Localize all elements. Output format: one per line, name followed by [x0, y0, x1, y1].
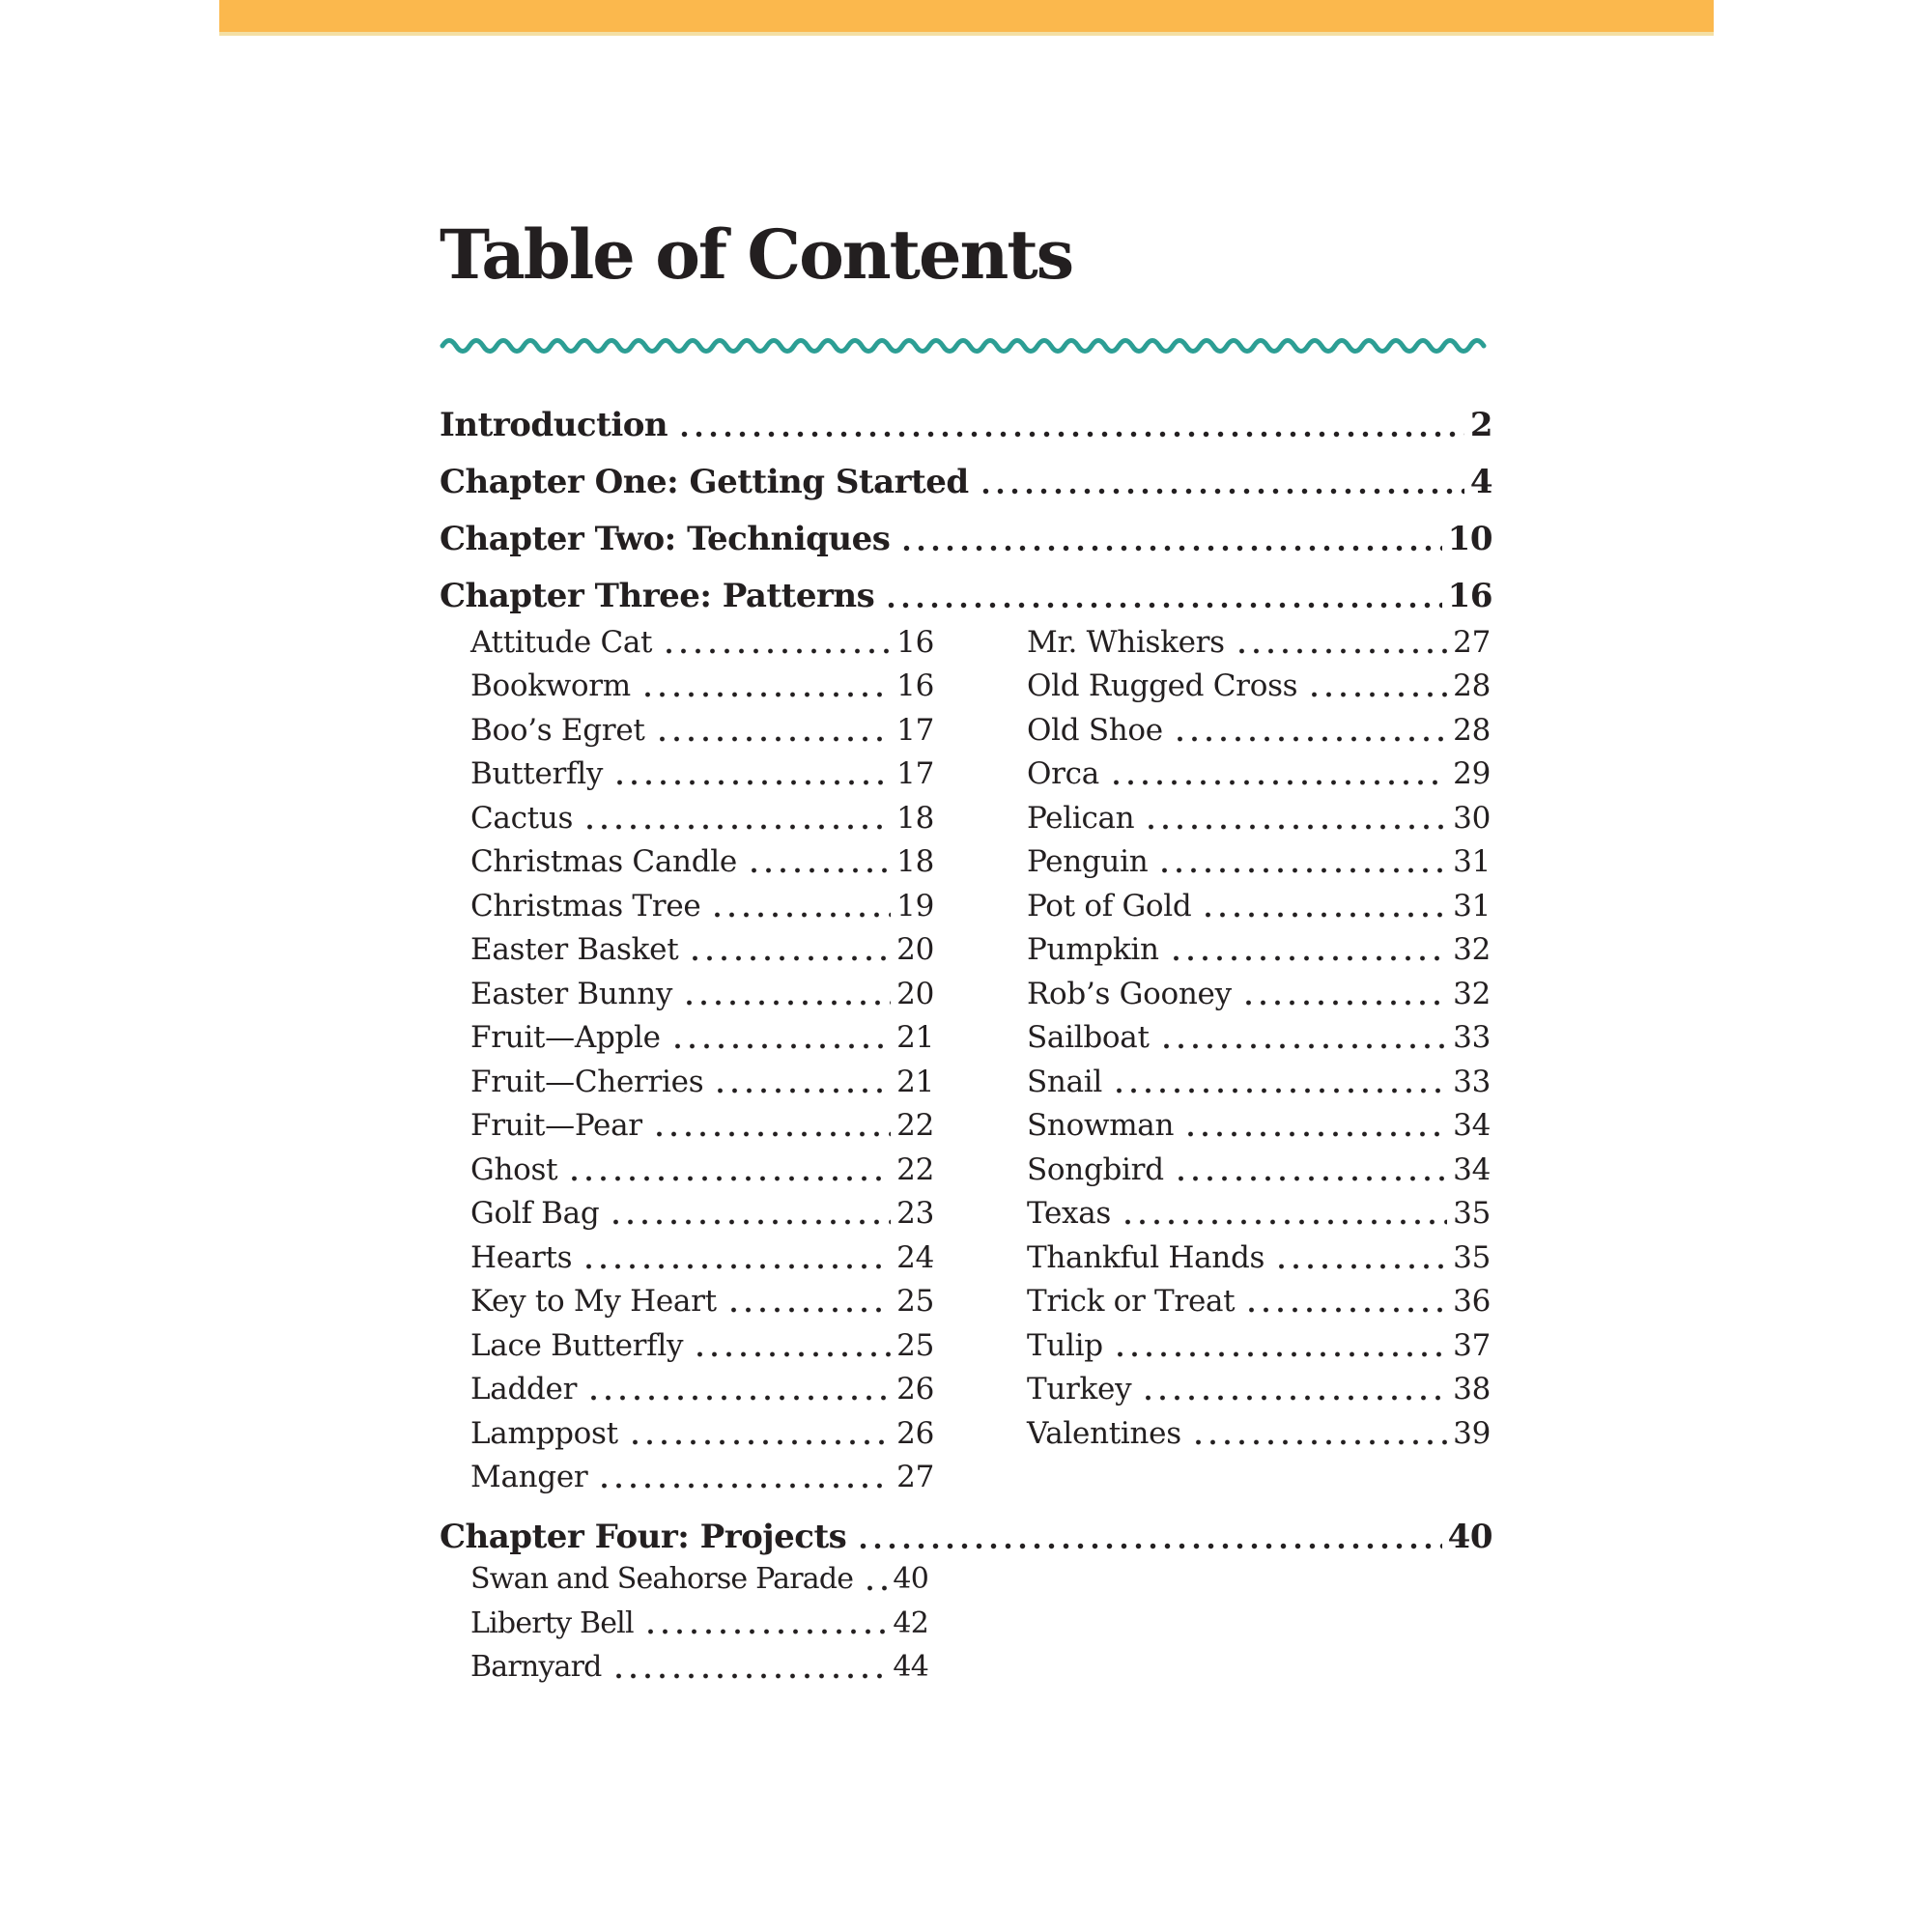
- dot-leader: [1307, 692, 1447, 697]
- pattern-entry-label: Orca: [1027, 756, 1099, 792]
- pattern-entry-page-number: 18: [896, 844, 934, 880]
- pattern-entry-label: Bookworm: [470, 668, 631, 704]
- pattern-entry-page-number: 36: [1453, 1284, 1491, 1320]
- project-entry: [470, 1645, 928, 1690]
- pattern-entry: [1027, 620, 1491, 665]
- patterns-column-right: [1027, 620, 1491, 1499]
- pattern-entry: [1027, 1411, 1491, 1456]
- chapter-entry-label: Chapter One: Getting Started: [440, 462, 969, 501]
- pattern-entry-page-number: 32: [1453, 976, 1491, 1011]
- project-entry-label: Liberty Bell: [470, 1605, 634, 1640]
- pattern-entry: [1027, 1280, 1491, 1324]
- dot-leader: [1241, 1000, 1447, 1006]
- pattern-entry-page-number: 35: [1453, 1239, 1491, 1275]
- pattern-entry: [1027, 1368, 1491, 1412]
- pattern-entry-page-number: 34: [1453, 1151, 1491, 1187]
- pattern-entry-label: Ladder: [470, 1372, 578, 1407]
- pattern-entry: [470, 884, 934, 928]
- pattern-entry: [470, 840, 934, 885]
- pattern-entry-page-number: 26: [896, 1415, 934, 1451]
- top-accent-bar: [219, 0, 1714, 36]
- project-entry-label: Swan and Seahorse Parade: [470, 1562, 854, 1597]
- pattern-entry-page-number: 30: [1453, 800, 1491, 836]
- chapter-entry-page-number: 10: [1447, 519, 1492, 558]
- toc-chapter-entry: [440, 453, 1492, 510]
- pattern-entry-label: Thankful Hands: [1027, 1239, 1265, 1275]
- project-entry: [470, 1557, 928, 1602]
- pattern-entry-page-number: 28: [1453, 712, 1491, 748]
- dot-leader: [979, 488, 1464, 495]
- pattern-entry-page-number: 28: [1453, 668, 1491, 704]
- pattern-entry: [470, 1016, 934, 1061]
- pattern-entry: [470, 1411, 934, 1456]
- dot-leader: [856, 1543, 1441, 1549]
- pattern-entry-page-number: 24: [896, 1239, 934, 1275]
- pattern-entry-label: Ghost: [470, 1151, 558, 1187]
- pattern-entry: [470, 1323, 934, 1368]
- pattern-entry-label: Manger: [470, 1460, 588, 1495]
- dot-leader: [1183, 1131, 1447, 1137]
- project-entry-page-number: 44: [893, 1650, 928, 1685]
- projects-list: [470, 1557, 928, 1690]
- dot-leader: [640, 692, 891, 697]
- pattern-entry-page-number: 32: [1453, 932, 1491, 968]
- project-entry-page-number: 40: [893, 1562, 928, 1597]
- pattern-entry-page-number: 16: [896, 668, 934, 704]
- pattern-entry-label: Songbird: [1027, 1151, 1164, 1187]
- dot-leader: [884, 602, 1441, 609]
- pattern-entry-page-number: 27: [896, 1460, 934, 1495]
- dot-leader: [670, 1043, 891, 1049]
- pattern-entry-page-number: 39: [1453, 1415, 1491, 1451]
- pattern-entry: [1027, 972, 1491, 1016]
- pattern-entry-label: Key to My Heart: [470, 1284, 717, 1320]
- dot-leader: [582, 824, 891, 830]
- chapter-entry-page-number: 2: [1469, 405, 1492, 444]
- pattern-entry: [470, 1148, 934, 1192]
- dot-leader: [611, 1673, 888, 1679]
- pattern-entry: [470, 796, 934, 840]
- dot-leader: [682, 1000, 891, 1006]
- pattern-entry-page-number: 18: [896, 800, 934, 836]
- pattern-entry: [470, 620, 934, 665]
- pattern-entry-page-number: 26: [896, 1372, 934, 1407]
- dot-leader: [677, 431, 1464, 438]
- pattern-entry-page-number: 23: [896, 1196, 934, 1232]
- dot-leader: [1173, 736, 1447, 742]
- pattern-entry-page-number: 34: [1453, 1108, 1491, 1144]
- dot-leader: [586, 1395, 891, 1401]
- pattern-entry: [1027, 1192, 1491, 1236]
- pattern-entry-label: Easter Bunny: [470, 976, 673, 1011]
- dot-leader: [1174, 1176, 1447, 1181]
- dot-leader: [582, 1264, 891, 1269]
- pattern-entry-label: Pelican: [1027, 800, 1135, 836]
- pattern-entry-page-number: 25: [896, 1327, 934, 1363]
- dot-leader: [609, 1219, 891, 1225]
- dot-leader: [1144, 824, 1447, 830]
- pattern-entry-label: Rob’s Gooney: [1027, 976, 1232, 1011]
- pattern-entry: [470, 972, 934, 1016]
- pattern-entry-label: Lamppost: [470, 1415, 618, 1451]
- dot-leader: [612, 780, 891, 785]
- pattern-entry-page-number: 19: [896, 888, 934, 923]
- pattern-entry-label: Sailboat: [1027, 1020, 1150, 1056]
- dot-leader: [597, 1483, 891, 1489]
- pattern-entry-page-number: 35: [1453, 1196, 1491, 1232]
- pattern-entry-label: Lace Butterfly: [470, 1327, 684, 1363]
- pattern-entry-label: Fruit—Apple: [470, 1020, 661, 1056]
- pattern-entry-page-number: 22: [896, 1108, 934, 1144]
- dot-leader: [1235, 648, 1447, 654]
- pattern-entry-page-number: 29: [1453, 756, 1491, 792]
- dot-leader: [1112, 1088, 1447, 1094]
- pattern-entry: [470, 1456, 934, 1500]
- pattern-entry: [470, 1104, 934, 1149]
- pattern-entry-page-number: 20: [896, 976, 934, 1011]
- pattern-entry: [470, 708, 934, 753]
- dot-leader: [713, 1088, 891, 1094]
- pattern-entry-page-number: 16: [896, 624, 934, 660]
- pattern-entry: [470, 1192, 934, 1236]
- pattern-entry-label: Old Shoe: [1027, 712, 1163, 748]
- pattern-entry-label: Snowman: [1027, 1108, 1175, 1144]
- dot-leader: [1274, 1264, 1447, 1269]
- pattern-entry: [470, 1280, 934, 1324]
- pattern-entry-label: Fruit—Cherries: [470, 1064, 704, 1099]
- dot-leader: [863, 1585, 887, 1591]
- dot-leader: [726, 1307, 891, 1313]
- pattern-entry-label: Boo’s Egret: [470, 712, 645, 748]
- dot-leader: [1191, 1439, 1447, 1445]
- pattern-entry-label: Pot of Gold: [1027, 888, 1192, 923]
- pattern-entry: [1027, 840, 1491, 885]
- pattern-entry: [470, 1236, 934, 1280]
- dot-leader: [662, 648, 891, 654]
- page-title: Table of Contents: [440, 214, 1073, 295]
- pattern-entry-label: Hearts: [470, 1239, 573, 1275]
- pattern-entry-page-number: 17: [896, 756, 934, 792]
- pattern-entry-label: Cactus: [470, 800, 574, 836]
- chapter-entry-page-number: 16: [1447, 576, 1492, 615]
- pattern-entry-page-number: 31: [1453, 888, 1491, 923]
- pattern-entry-label: Tulip: [1027, 1327, 1103, 1363]
- dot-leader: [567, 1176, 891, 1181]
- dot-leader: [747, 867, 891, 873]
- pattern-entry: [1027, 1104, 1491, 1149]
- pattern-entry: [470, 1060, 934, 1104]
- pattern-entry: [470, 665, 934, 709]
- dot-leader: [643, 1629, 888, 1634]
- dot-leader: [652, 1131, 891, 1137]
- pattern-entry-page-number: 33: [1453, 1064, 1491, 1099]
- dot-leader: [1159, 1043, 1448, 1049]
- pattern-entry-page-number: 27: [1453, 624, 1491, 660]
- dot-leader: [710, 912, 891, 918]
- dot-leader: [1113, 1351, 1447, 1357]
- pattern-entry-label: Christmas Candle: [470, 844, 737, 880]
- pattern-entry: [1027, 708, 1491, 753]
- chapter-entry-page-number: 4: [1469, 462, 1492, 501]
- pattern-entry-label: Mr. Whiskers: [1027, 624, 1225, 660]
- pattern-entry-label: Penguin: [1027, 844, 1149, 880]
- patterns-list: [470, 620, 1491, 1499]
- dot-leader: [1201, 912, 1447, 918]
- pattern-entry-page-number: 22: [896, 1151, 934, 1187]
- toc-chapter-entry: [440, 396, 1492, 453]
- pattern-entry-label: Easter Basket: [470, 932, 679, 968]
- chapter-entry-page-number: 40: [1447, 1517, 1492, 1556]
- pattern-entry: [1027, 796, 1491, 840]
- dot-leader: [1109, 780, 1447, 785]
- pattern-entry-label: Valentines: [1027, 1415, 1181, 1451]
- pattern-entry-label: Pumpkin: [1027, 932, 1159, 968]
- pattern-entry-label: Texas: [1027, 1196, 1111, 1232]
- pattern-entry: [470, 928, 934, 973]
- dot-leader: [899, 545, 1441, 552]
- pattern-entry: [1027, 665, 1491, 709]
- pattern-entry-label: Old Rugged Cross: [1027, 668, 1298, 704]
- pattern-entry-label: Attitude Cat: [470, 624, 653, 660]
- pattern-entry: [1027, 1148, 1491, 1192]
- pattern-entry: [1027, 928, 1491, 973]
- chapter-entries: [440, 396, 1492, 624]
- pattern-entry-label: Butterfly: [470, 756, 604, 792]
- pattern-entry-page-number: 20: [896, 932, 934, 968]
- project-entry: [470, 1602, 928, 1646]
- pattern-entry-page-number: 33: [1453, 1020, 1491, 1056]
- pattern-entry: [470, 1368, 934, 1412]
- pattern-entry-page-number: 17: [896, 712, 934, 748]
- pattern-entry-page-number: 38: [1453, 1372, 1491, 1407]
- pattern-entry-page-number: 21: [896, 1064, 934, 1099]
- pattern-entry-page-number: 31: [1453, 844, 1491, 880]
- wavy-divider: [440, 328, 1492, 357]
- pattern-entry-page-number: 25: [896, 1284, 934, 1320]
- chapter-entry-label: Chapter Four: Projects: [440, 1517, 847, 1556]
- pattern-entry-label: Trick or Treat: [1027, 1284, 1236, 1320]
- pattern-entry-page-number: 21: [896, 1020, 934, 1056]
- dot-leader: [628, 1439, 891, 1445]
- chapter-entry-label: Chapter Three: Patterns: [440, 576, 875, 615]
- pattern-entry-label: Golf Bag: [470, 1196, 600, 1232]
- pattern-entry-label: Fruit—Pear: [470, 1108, 642, 1144]
- pattern-entry: [1027, 1236, 1491, 1280]
- pattern-entry: [1027, 1060, 1491, 1104]
- dot-leader: [1157, 867, 1447, 873]
- pattern-entry: [1027, 1016, 1491, 1061]
- pattern-entry-label: Turkey: [1027, 1372, 1132, 1407]
- pattern-entry-label: Christmas Tree: [470, 888, 701, 923]
- dot-leader: [1141, 1395, 1447, 1401]
- toc-chapter-entry: [440, 567, 1492, 624]
- pattern-entry: [470, 753, 934, 797]
- pattern-entry: [1027, 884, 1491, 928]
- pattern-entry: [1027, 1323, 1491, 1368]
- chapter-entry-label: Chapter Two: Techniques: [440, 519, 891, 558]
- project-entry-page-number: 42: [893, 1605, 928, 1640]
- dot-leader: [655, 736, 892, 742]
- dot-leader: [1244, 1307, 1447, 1313]
- chapter-entry-label: Introduction: [440, 405, 668, 444]
- dot-leader: [688, 955, 891, 961]
- pattern-entry-page-number: 37: [1453, 1327, 1491, 1363]
- pattern-entry-label: Snail: [1027, 1064, 1103, 1099]
- dot-leader: [1121, 1219, 1447, 1225]
- dot-leader: [693, 1351, 891, 1357]
- pattern-entry: [1027, 753, 1491, 797]
- dot-leader: [1169, 955, 1448, 961]
- patterns-column-left: [470, 620, 934, 1499]
- toc-chapter-entry: [440, 510, 1492, 567]
- project-entry-label: Barnyard: [470, 1650, 602, 1685]
